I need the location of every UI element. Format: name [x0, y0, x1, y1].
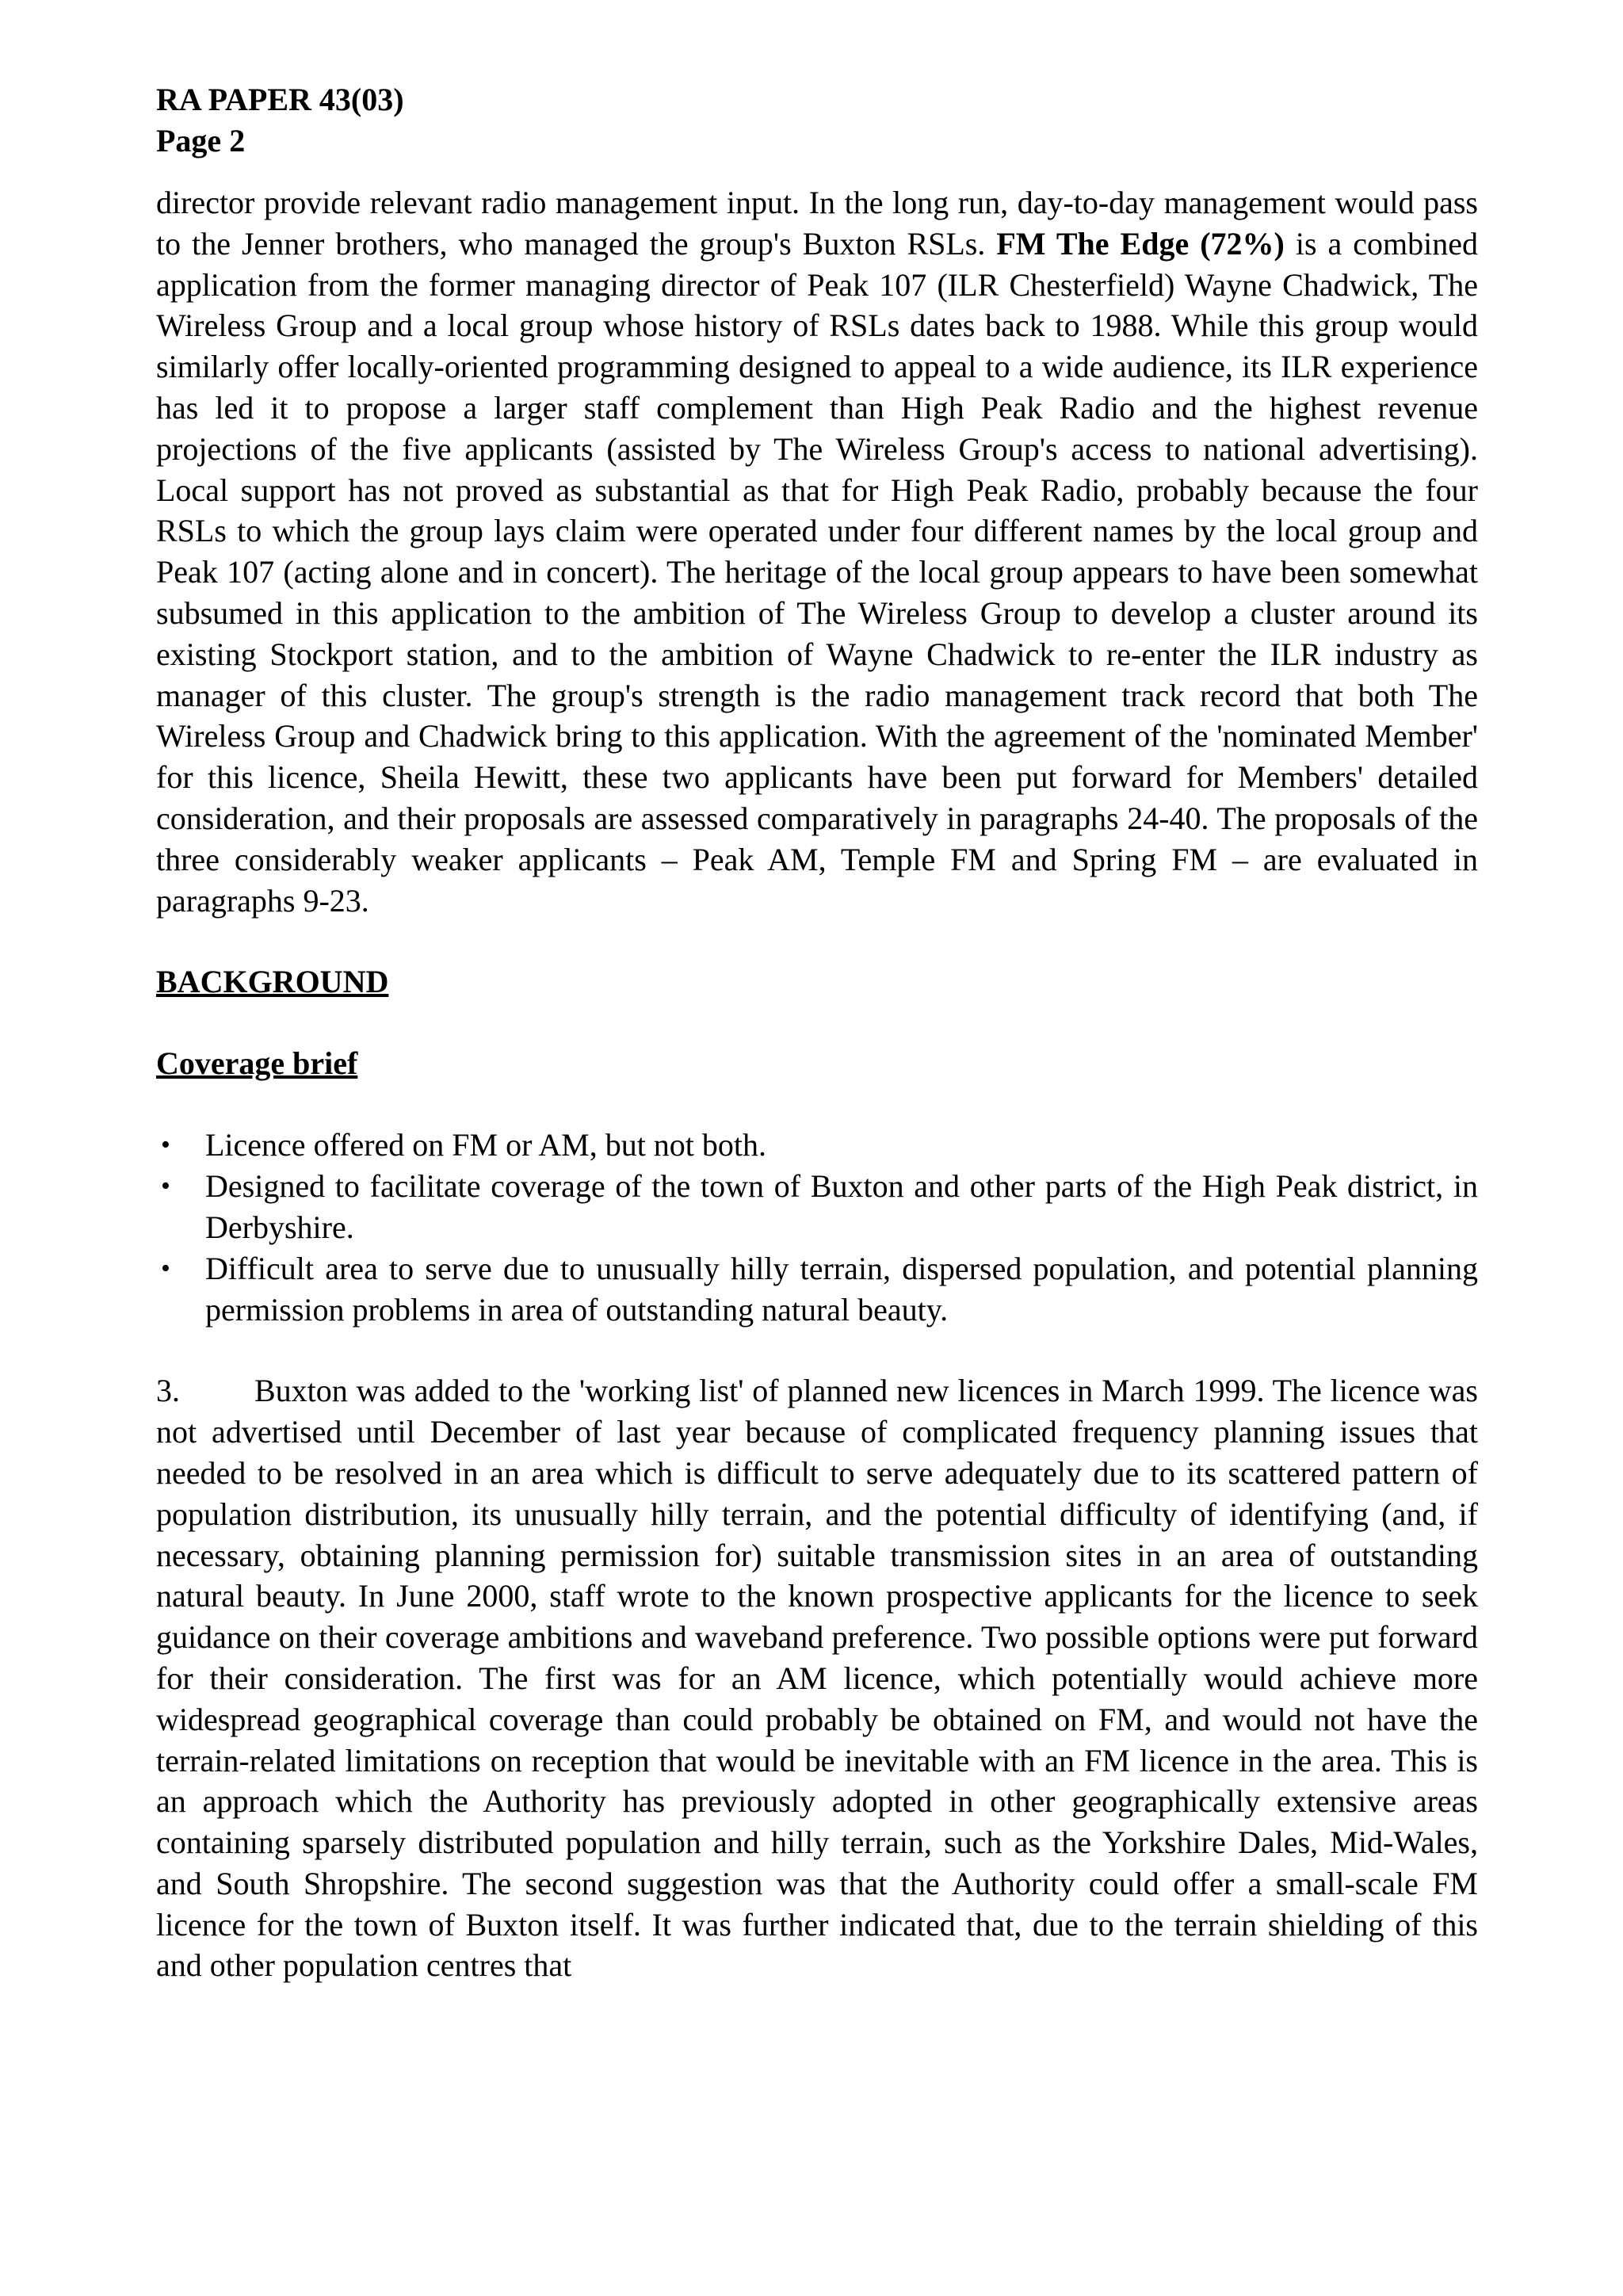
- paper-reference: RA PAPER 43(03): [156, 82, 404, 117]
- section-heading-background: BACKGROUND: [156, 964, 389, 1000]
- bullet-icon: •: [161, 1130, 170, 1160]
- paragraph-number: 3.: [156, 1373, 180, 1409]
- intro-text-part-1: director provide relevant radio management input. In the long run, day-to-day management would pass to the Jenner brothers, who managed the group's Buxton RSLs.: [156, 185, 1478, 262]
- coverage-brief-list: [156, 1125, 1478, 1330]
- paragraph-3-text: Buxton was added to the 'working list' of planned new licences in March 1999. The licence was not advertised until December of last year because of complicated frequency planning issues that needed to be resolved in an area which is difficult to serve adequately due to its scattered pattern of population distribution, its unusually hilly terrain, and the potential difficulty of identifying (and, if necessary, obtaining planning permission for) suitable transmission sites in an area of outstanding natural beauty. In June 2000, staff wrote to the known prospective applicants for the licence to seek guidance on their coverage ambitions and waveband preference. Two possible options were put forward for their consideration. The first was for an AM licence, which potentially would achieve more widespread geographical coverage than could probably be obtained on FM, and would not have the terrain-related limitations on reception that would be inevitable with an FM licence in the area. This is an approach which the Authority has previously adopted in other geographically extensive areas containing sparsely distributed population and hilly terrain, such as the Yorkshire Dales, Mid-Wales, and South Shropshire. The second suggestion was that the Authority could offer a small-scale FM licence for the town of Buxton itself. It was further indicated that, due to the terrain shielding of this and other population centres that: [156, 1373, 1478, 1984]
- applicant-name-fm-the-edge: FM The Edge (72%): [996, 225, 1285, 262]
- list-item: [156, 1248, 1478, 1331]
- list-item: [156, 1125, 1478, 1166]
- page-number: Page 2: [156, 123, 246, 159]
- bullet-icon: •: [161, 1171, 170, 1201]
- subsection-heading-coverage-brief: Coverage brief: [156, 1045, 358, 1082]
- intro-paragraph: [156, 182, 1478, 921]
- intro-text-part-2: is a combined application from the former managing director of Peak 107 (ILR Chesterfield) Wayne Chadwick, The Wireless Group and a local group whose history of RSLs dates back to 1988. While this group would similarly offer locally-oriented programming designed to appeal to a wide audience, its ILR experience has led it to propose a larger staff complement than High Peak Radio and the highest revenue projections of the five applicants (assisted by The Wireless Group's access to national advertising). Local support has not proved as substantial as that for High Peak Radio, probably because the four RSLs to which the group lays claim were operated under four different names by the local group and Peak 107 (acting alone and in concert). The heritage of the local group appears to have been somewhat subsumed in this application to the ambition of The Wireless Group to develop a cluster around its existing Stockport station, and to the ambition of Wayne Chadwick to re-enter the ILR industry as manager of this cluster. The group's strength is the radio management track record that both The Wireless Group and Chadwick bring to this application. With the agreement of the 'nominated Member' for this licence, Sheila Hewitt, these two applicants have been put forward for Members' detailed consideration, and their proposals are assessed comparatively in paragraphs 24-40. The proposals of the three considerably weaker applicants – Peak AM, Temple FM and Spring FM – are evaluated in paragraphs 9-23.: [156, 225, 1479, 919]
- list-item-text: Licence offered on FM or AM, but not both.: [205, 1127, 767, 1163]
- list-item: [156, 1166, 1478, 1248]
- bullet-icon: •: [161, 1253, 170, 1283]
- list-item-text: Designed to facilitate coverage of the town of Buxton and other parts of the High Peak district, in Derbyshire.: [205, 1168, 1478, 1245]
- list-item-text: Difficult area to serve due to unusually hilly terrain, dispersed population, and potential planning permission problems in area of outstanding natural beauty.: [205, 1250, 1478, 1328]
- paragraph-3: [156, 1370, 1478, 1986]
- document-page: [156, 79, 1478, 1986]
